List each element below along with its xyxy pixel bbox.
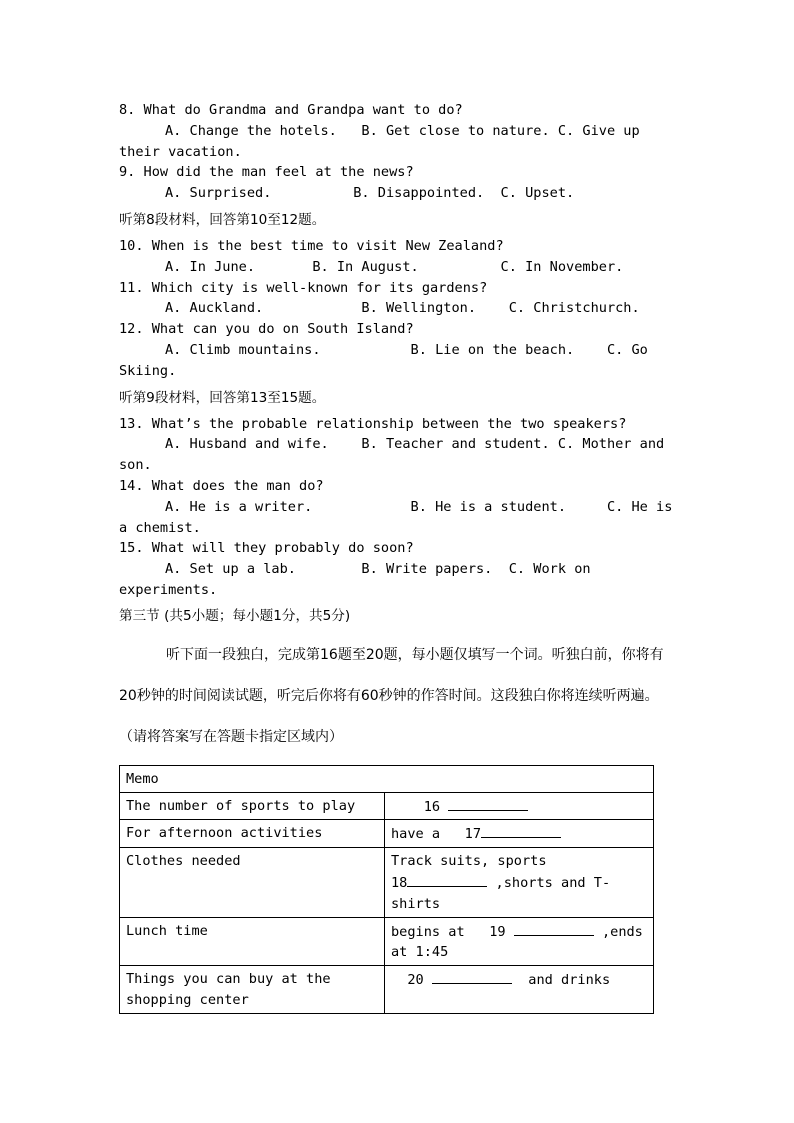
memo-row — [120, 966, 654, 1014]
memo-answer-cell — [385, 966, 654, 1014]
memo-title: Memo — [120, 765, 654, 792]
memo-label: For afternoon activities — [120, 820, 385, 848]
question-13-options-wrap: son. — [119, 457, 152, 474]
exam-page — [119, 100, 673, 1014]
memo-label: Clothes needed — [120, 848, 385, 917]
question-10-options: A. In June. B. In August. C. In November. — [165, 258, 624, 275]
memo-answer-cell — [385, 917, 654, 966]
answer-blank-16[interactable] — [448, 796, 528, 811]
question-15-stem: 15. What will they probably do soon? — [119, 540, 414, 557]
memo-answer-cell — [385, 848, 654, 917]
question-13-stem: 13. What’s the probable relationship between the two speakers? — [119, 415, 627, 432]
memo-label: Things you can buy at the shopping center — [120, 966, 385, 1014]
question-9-options: A. Surprised. B. Disappointed. C. Upset. — [165, 185, 575, 202]
question-10-stem: 10. When is the best time to visit New Zealand? — [119, 237, 504, 254]
memo-suffix: ,ends at 1:45 — [391, 923, 643, 961]
memo-label: Lunch time — [120, 917, 385, 966]
memo-prefix: 16 — [391, 798, 449, 815]
memo-row — [120, 848, 654, 917]
question-15-options-wrap: experiments. — [119, 581, 218, 598]
section-8-heading: 听第8段材料，回答第10至12题。 — [119, 211, 326, 228]
memo-row — [120, 917, 654, 966]
memo-prefix: have a 17 — [391, 826, 482, 843]
question-14-options: A. He is a writer. B. He is a student. C. He is — [165, 498, 673, 515]
question-14-options-wrap: a chemist. — [119, 519, 201, 536]
question-8-stem: 8. What do Grandma and Grandpa want to do? — [119, 102, 463, 118]
memo-answer-cell — [385, 820, 654, 848]
question-9-stem: 9. How did the man feel at the news? — [119, 164, 414, 181]
memo-answer-cell — [385, 792, 654, 820]
question-8-options-wrap: their vacation. — [119, 143, 242, 160]
section-3-heading: 第三节 (共5小题；每小题1分，共5分) — [119, 607, 351, 624]
memo-row — [120, 820, 654, 848]
question-12-options: A. Climb mountains. B. Lie on the beach. C. Go — [165, 341, 648, 358]
section-9-heading: 听第9段材料，回答第13至15题。 — [119, 389, 326, 406]
memo-suffix: and drinks — [511, 972, 611, 989]
question-12-stem: 12. What can you do on South Island? — [119, 321, 414, 338]
memo-row — [120, 792, 654, 820]
question-11-stem: 11. Which city is well-known for its gardens? — [119, 279, 488, 296]
memo-prefix: begins at 19 — [391, 923, 514, 940]
memo-label: The number of sports to play — [120, 792, 385, 820]
question-11-options: A. Auckland. B. Wellington. C. Christchurch. — [165, 300, 640, 317]
memo-suffix: ,shorts and T- shirts — [391, 874, 611, 912]
section-3-instructions: 听下面一段独白，完成第16题至20题，每小题仅填写一个词。听独白前，你将有20秒钟的时间阅读试题，听完后你将有60秒钟的作答时间。这段独白你将连续听两遍。（请将答案写在答题卡指定区域内） — [119, 646, 664, 745]
question-12-options-wrap: Skiing. — [119, 362, 177, 379]
answer-blank-19[interactable] — [514, 921, 594, 936]
memo-table — [119, 765, 654, 1014]
question-13-options: A. Husband and wife. B. Teacher and student. C. Mother and — [165, 436, 665, 453]
question-14-stem: 14. What does the man do? — [119, 477, 324, 494]
question-8-options: A. Change the hotels. B. Get close to nature. C. Give up — [165, 122, 640, 139]
memo-prefix: Track suits, sports 18 — [391, 853, 547, 891]
memo-prefix: 20 — [391, 972, 432, 989]
question-15-options: A. Set up a lab. B. Write papers. C. Work on — [165, 561, 591, 578]
answer-blank-20[interactable] — [432, 969, 512, 984]
answer-blank-17[interactable] — [481, 823, 561, 838]
answer-blank-18[interactable] — [407, 872, 487, 887]
